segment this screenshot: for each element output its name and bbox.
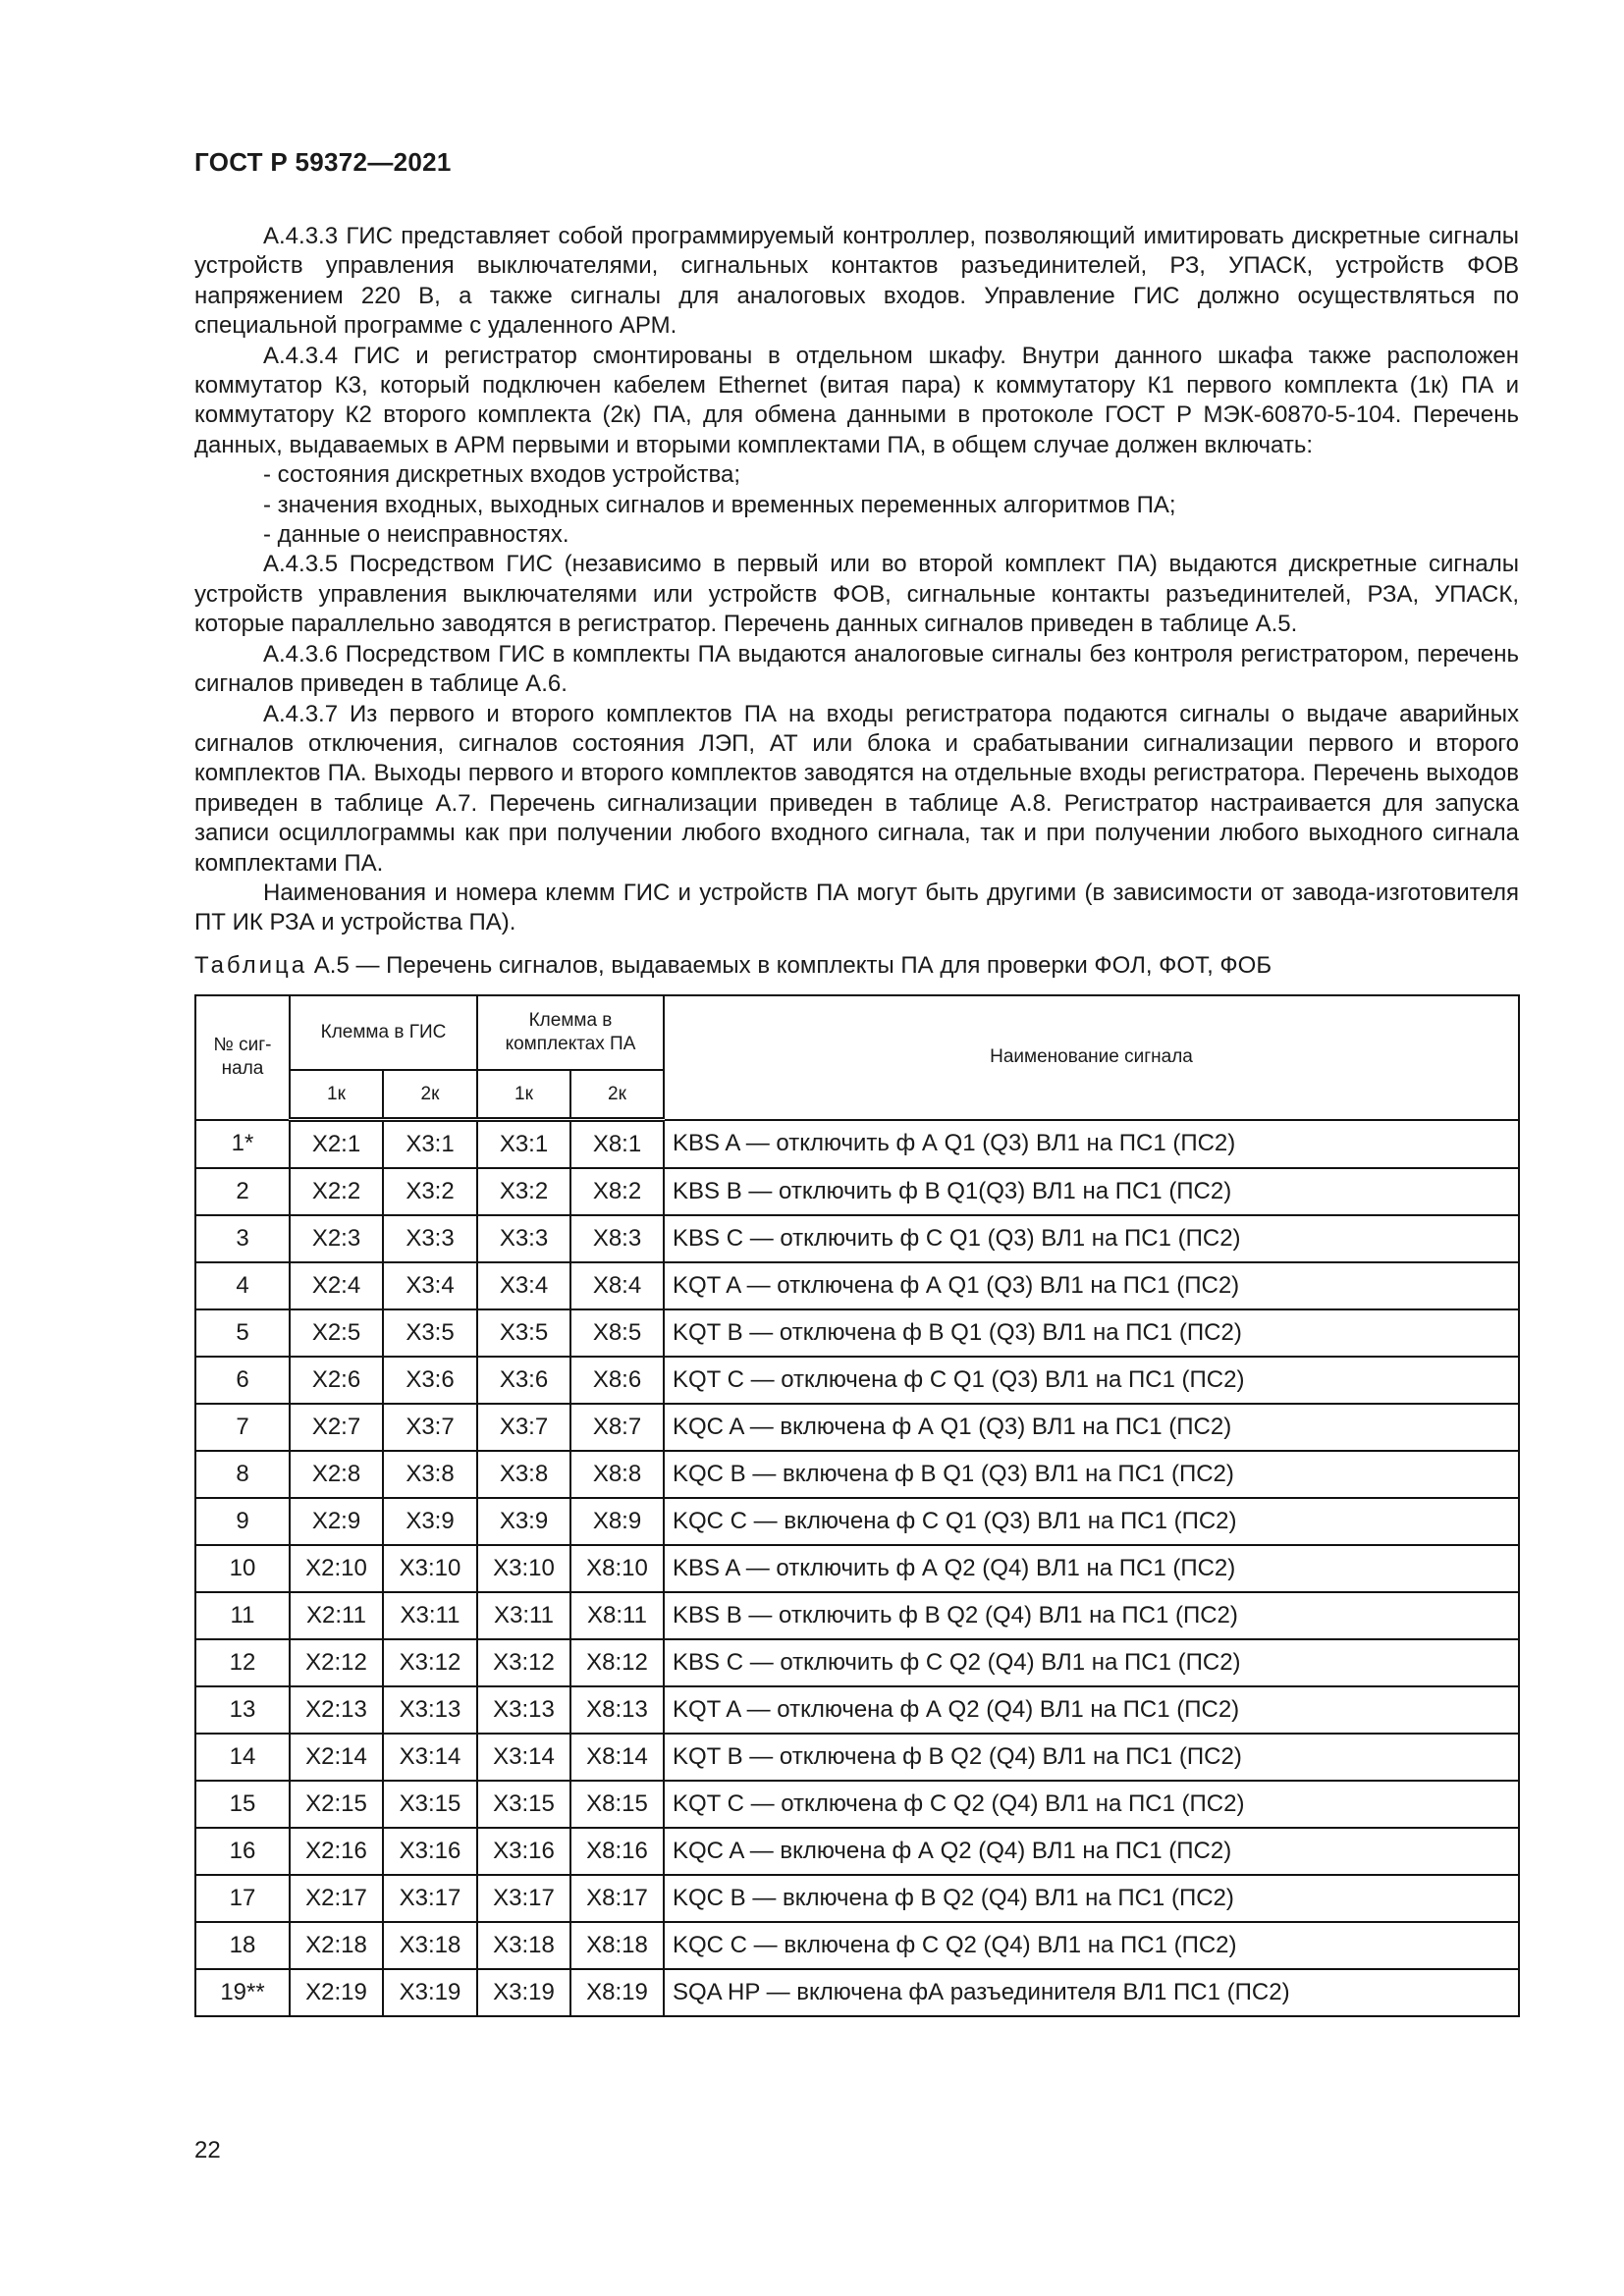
cell-gis-1k: X2:4 [290,1262,383,1309]
cell-gis-2k: X3:12 [383,1639,477,1686]
cell-signal-name: KQC C — включена ф С Q2 (Q4) ВЛ1 на ПС1 (ПС2) [664,1922,1519,1969]
cell-pa-1k: X3:17 [477,1875,570,1922]
paragraph-a435: А.4.3.5 Посредством ГИС (независимо в первый или во второй комплект ПА) выдаются дискретные сигналы устройств управления выключателями или устройств ФОВ, сигнальные контакты разъединителей, РЗА, УПАСК, которые параллельно заводятся в регистратор. Перечень данных сигналов приведен в таблице А.5. [194,551,1519,638]
cell-pa-2k: X8:3 [570,1215,664,1262]
table-row [195,1781,1519,1828]
cell-signal-name: KQC A — включена ф А Q1 (Q3) ВЛ1 на ПС1 (ПС2) [664,1404,1519,1451]
table-row [195,1592,1519,1639]
cell-pa-1k: X3:6 [477,1357,570,1404]
header-gis-1k: 1к [290,1070,383,1120]
cell-pa-1k: X3:3 [477,1215,570,1262]
paragraph-a437: А.4.3.7 Из первого и второго комплектов ПА на входы регистратора подаются сигналы о выдаче аварийных сигналов отключения, сигналов состояния ЛЭП, АТ или блока и срабатывании сигнализации первого и второго комплектов ПА. Выходы первого и второго комплектов заводятся на отдельные входы регистратора. Перечень выходов приведен в таблице А.7. Перечень сигнализации приведен в таблице А.8. Регистратор настраивается для запуска записи осциллограммы как при получении любого входного сигнала, так и при получении любого выходного сигнала комплектами ПА. [194,700,1519,877]
cell-pa-2k: X8:4 [570,1262,664,1309]
cell-pa-2k: X8:8 [570,1451,664,1498]
cell-gis-2k: X3:5 [383,1309,477,1357]
cell-pa-2k: X8:5 [570,1309,664,1357]
cell-gis-1k: X2:9 [290,1498,383,1545]
cell-signal-name: KBS B — отключить ф В Q2 (Q4) ВЛ1 на ПС1 (ПС2) [664,1592,1519,1639]
cell-signal-number: 19** [195,1969,290,2016]
table-caption-word: Таблица [194,952,308,979]
body-text [194,222,1519,938]
signals-table [194,994,1520,2017]
cell-gis-2k: X3:7 [383,1404,477,1451]
table-row [195,1922,1519,1969]
cell-gis-1k: X2:18 [290,1922,383,1969]
cell-gis-2k: X3:11 [383,1592,477,1639]
cell-pa-2k: X8:17 [570,1875,664,1922]
table-row [195,1498,1519,1545]
cell-gis-1k: X2:13 [290,1686,383,1734]
cell-signal-number: 2 [195,1168,290,1215]
cell-pa-1k: X3:1 [477,1120,570,1169]
table-row [195,1734,1519,1781]
cell-signal-name: KQT C — отключена ф С Q1 (Q3) ВЛ1 на ПС1 (ПС2) [664,1357,1519,1404]
cell-pa-1k: X3:13 [477,1686,570,1734]
cell-pa-2k: X8:13 [570,1686,664,1734]
paragraph-a434: А.4.3.4 ГИС и регистратор смонтированы в отдельном шкафу. Внутри данного шкафа также расположен коммутатор К3, который подключен кабелем Ethernet (витая пара) к коммутатору К1 первого комплекта (1к) ПА и коммутатору К2 второго комплекта (2к) ПА, для обмена данными в протоколе ГОСТ Р МЭК-60870-5-104. Перечень данных, выдаваемых в АРМ первыми и вторыми комплектами ПА, в общем случае должен включать: [194,342,1519,458]
cell-gis-1k: X2:7 [290,1404,383,1451]
cell-signal-number: 12 [195,1639,290,1686]
cell-pa-2k: X8:19 [570,1969,664,2016]
header-pa-2k: 2к [570,1070,664,1120]
cell-signal-name: KQT B — отключена ф В Q1 (Q3) ВЛ1 на ПС1 (ПС2) [664,1309,1519,1357]
cell-gis-2k: X3:15 [383,1781,477,1828]
table-row [195,1262,1519,1309]
cell-signal-number: 1* [195,1120,290,1169]
cell-gis-1k: X2:6 [290,1357,383,1404]
table-row [195,1215,1519,1262]
table-row [195,1404,1519,1451]
cell-pa-1k: X3:9 [477,1498,570,1545]
cell-pa-2k: X8:6 [570,1357,664,1404]
cell-signal-number: 4 [195,1262,290,1309]
cell-signal-name: KQT C — отключена ф С Q2 (Q4) ВЛ1 на ПС1 (ПС2) [664,1781,1519,1828]
cell-signal-name: KBS C — отключить ф С Q1 (Q3) ВЛ1 на ПС1 (ПС2) [664,1215,1519,1262]
cell-pa-2k: X8:14 [570,1734,664,1781]
cell-signal-number: 16 [195,1828,290,1875]
table-row [195,1969,1519,2016]
cell-pa-1k: X3:8 [477,1451,570,1498]
cell-gis-2k: X3:8 [383,1451,477,1498]
cell-pa-2k: X8:2 [570,1168,664,1215]
cell-gis-1k: X2:1 [290,1120,383,1169]
cell-pa-1k: X3:19 [477,1969,570,2016]
cell-pa-1k: X3:16 [477,1828,570,1875]
cell-gis-1k: X2:5 [290,1309,383,1357]
paragraph-note: Наименования и номера клемм ГИС и устройств ПА могут быть другими (в зависимости от завода-изготовителя ПТ ИК РЗА и устройства ПА). [194,879,1519,936]
cell-pa-2k: X8:18 [570,1922,664,1969]
cell-pa-1k: X3:15 [477,1781,570,1828]
cell-pa-2k: X8:15 [570,1781,664,1828]
cell-signal-name: KQT A — отключена ф А Q1 (Q3) ВЛ1 на ПС1 (ПС2) [664,1262,1519,1309]
cell-gis-1k: X2:17 [290,1875,383,1922]
cell-gis-2k: X3:19 [383,1969,477,2016]
cell-gis-2k: X3:14 [383,1734,477,1781]
cell-gis-2k: X3:10 [383,1545,477,1592]
page-number: 22 [194,2137,221,2163]
cell-signal-name: KQC B — включена ф В Q1 (Q3) ВЛ1 на ПС1 (ПС2) [664,1451,1519,1498]
table-row [195,1309,1519,1357]
table-caption-text: А.5 — Перечень сигналов, выдаваемых в комплекты ПА для проверки ФОЛ, ФОТ, ФОБ [307,952,1272,979]
cell-signal-name: KQT A — отключена ф А Q2 (Q4) ВЛ1 на ПС1 (ПС2) [664,1686,1519,1734]
cell-pa-1k: X3:2 [477,1168,570,1215]
table-row [195,1639,1519,1686]
table-row [195,1168,1519,1215]
table-body [195,1120,1519,2017]
header-gis-2k: 2к [383,1070,477,1120]
cell-pa-2k: X8:12 [570,1639,664,1686]
cell-signal-number: 10 [195,1545,290,1592]
table-row [195,1828,1519,1875]
cell-pa-1k: X3:10 [477,1545,570,1592]
cell-gis-1k: X2:12 [290,1639,383,1686]
paragraph-a436: А.4.3.6 Посредством ГИС в комплекты ПА выдаются аналоговые сигналы без контроля регистратором, перечень сигналов приведен в таблице А.6. [194,640,1519,698]
cell-gis-2k: X3:16 [383,1828,477,1875]
cell-pa-1k: X3:11 [477,1592,570,1639]
page-header: ГОСТ Р 59372—2021 [194,147,452,177]
cell-signal-name: KQT B — отключена ф В Q2 (Q4) ВЛ1 на ПС1 (ПС2) [664,1734,1519,1781]
cell-signal-name: KBS B — отключить ф В Q1(Q3) ВЛ1 на ПС1 (ПС2) [664,1168,1519,1215]
cell-signal-name: KQC C — включена ф С Q1 (Q3) ВЛ1 на ПС1 (ПС2) [664,1498,1519,1545]
header-signal-number: № сиг-нала [195,995,290,1120]
cell-signal-number: 8 [195,1451,290,1498]
cell-pa-2k: X8:1 [570,1120,664,1169]
header-gis-terminal: Клемма в ГИС [290,995,477,1070]
cell-gis-1k: X2:14 [290,1734,383,1781]
cell-signal-number: 13 [195,1686,290,1734]
table-row [195,1686,1519,1734]
cell-signal-number: 7 [195,1404,290,1451]
header-signal-name: Наименование сигнала [664,995,1519,1120]
table-row [195,1357,1519,1404]
cell-pa-2k: X8:7 [570,1404,664,1451]
table-row [195,1451,1519,1498]
cell-pa-1k: X3:5 [477,1309,570,1357]
cell-gis-1k: X2:10 [290,1545,383,1592]
cell-signal-number: 18 [195,1922,290,1969]
cell-gis-2k: X3:13 [383,1686,477,1734]
list-item: - состояния дискретных входов устройства; [194,460,1519,490]
cell-gis-2k: X3:4 [383,1262,477,1309]
cell-gis-2k: X3:1 [383,1120,477,1169]
cell-signal-number: 9 [195,1498,290,1545]
cell-pa-1k: X3:12 [477,1639,570,1686]
cell-signal-name: KBS A — отключить ф А Q1 (Q3) ВЛ1 на ПС1 (ПС2) [664,1120,1519,1169]
list-item: - значения входных, выходных сигналов и временных переменных алгоритмов ПА; [194,491,1519,520]
table-row [195,1545,1519,1592]
table-row [195,1120,1519,1169]
cell-gis-2k: X3:9 [383,1498,477,1545]
cell-gis-1k: X2:11 [290,1592,383,1639]
list-item: - данные о неисправностях. [194,520,1519,550]
cell-signal-name: KBS A — отключить ф А Q2 (Q4) ВЛ1 на ПС1 (ПС2) [664,1545,1519,1592]
cell-gis-2k: X3:18 [383,1922,477,1969]
cell-signal-number: 6 [195,1357,290,1404]
cell-gis-2k: X3:17 [383,1875,477,1922]
cell-gis-2k: X3:2 [383,1168,477,1215]
paragraph-a433: А.4.3.3 ГИС представляет собой программируемый контроллер, позволяющий имитировать дискретные сигналы устройств управления выключателями, сигнальных контактов разъединителей, РЗ, УПАСК, устройств ФОВ напряжением 220 В, а также сигналы для аналоговых входов. Управление ГИС должно осуществляться по специальной программе с удаленного АРМ. [194,223,1519,340]
table-caption [194,952,1272,980]
cell-signal-number: 3 [195,1215,290,1262]
cell-signal-number: 15 [195,1781,290,1828]
cell-pa-2k: X8:16 [570,1828,664,1875]
header-pa-terminal: Клемма в комплектах ПА [477,995,664,1070]
table-row [195,1875,1519,1922]
cell-signal-number: 11 [195,1592,290,1639]
cell-gis-2k: X3:3 [383,1215,477,1262]
cell-signal-number: 5 [195,1309,290,1357]
cell-signal-name: KQC B — включена ф В Q2 (Q4) ВЛ1 на ПС1 (ПС2) [664,1875,1519,1922]
cell-signal-name: KBS C — отключить ф С Q2 (Q4) ВЛ1 на ПС1 (ПС2) [664,1639,1519,1686]
cell-pa-1k: X3:4 [477,1262,570,1309]
cell-gis-1k: X2:8 [290,1451,383,1498]
header-pa-1k: 1к [477,1070,570,1120]
cell-pa-2k: X8:10 [570,1545,664,1592]
cell-gis-1k: X2:3 [290,1215,383,1262]
cell-gis-1k: X2:19 [290,1969,383,2016]
cell-gis-1k: X2:2 [290,1168,383,1215]
cell-signal-name: SQA HP — включена фА разъединителя ВЛ1 ПС1 (ПС2) [664,1969,1519,2016]
cell-signal-number: 17 [195,1875,290,1922]
cell-pa-1k: X3:7 [477,1404,570,1451]
cell-pa-2k: X8:11 [570,1592,664,1639]
cell-pa-2k: X8:9 [570,1498,664,1545]
cell-gis-1k: X2:16 [290,1828,383,1875]
cell-gis-1k: X2:15 [290,1781,383,1828]
data-list [194,460,1519,550]
cell-gis-2k: X3:6 [383,1357,477,1404]
cell-signal-number: 14 [195,1734,290,1781]
cell-signal-name: KQC A — включена ф А Q2 (Q4) ВЛ1 на ПС1 (ПС2) [664,1828,1519,1875]
cell-pa-1k: X3:18 [477,1922,570,1969]
cell-pa-1k: X3:14 [477,1734,570,1781]
